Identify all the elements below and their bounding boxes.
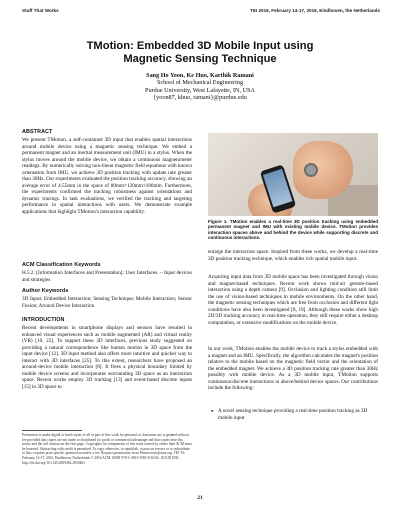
title-line-2: Magnetic Sensing Technique	[123, 53, 277, 65]
author-names: Sang Ho Yoon, Ke Huo, Karthik Ramani	[146, 72, 254, 79]
figure-caption-label: Figure 1.	[208, 219, 228, 224]
right-paragraph-1: enlarge the interaction space. Inspired from these works, we develop a real-time 3D position tracking technique, which enables rich spatial mobile input.	[208, 249, 378, 262]
author-affiliation-1: School of Mechanical Engineering	[156, 79, 244, 87]
acm-heading: ACM Classification Keywords	[22, 262, 101, 268]
figure-1-caption	[208, 219, 378, 241]
figure-hand-with-stylus	[293, 141, 353, 199]
author-email: {yoon87, khuo, ramani}@purdue.edu	[153, 94, 247, 102]
keywords-text: 3D Input; Embedded Interaction; Sensing Technique; Mobile Interaction; Sensor Fusion; Around Device Interaction	[22, 296, 192, 309]
abstract-heading: ABSTRACT	[22, 129, 53, 135]
right-paragraph-2: Acquiring input data from 3D mobile space has been investigated through vision and magnet-based techniques. Recent work shows mid-air gesture-based interaction using a depth camera [9]. Occlusion and lighting condition still limit the use of vision-based techniques in mobile environments. On the other hand, the magnetic sensing techniques which are free from occlusion and different light conditions have also been investigated [8, 19]. Although these works show high 2D/3D tracking accuracy in real-time operation, they still require either a desktop computation, or extensive modifications on the mobile device.	[208, 274, 378, 326]
copyright-footnote	[22, 430, 192, 465]
contribution-bullet-1: ● A novel sensing technique providing a real-time position tracking as 3D mobile input	[218, 408, 376, 421]
author-block	[20, 72, 380, 102]
intro-text: Recent developments in smartphone displays and sensors have resulted in enhanced visual experiences such as mobile augmented (AR) and virtual reality (VR) [10, 22]. To support these 3D interfaces, previous study suggested on providing a natural correspondence like human motion in 3D space from the input device [12]. 3D input method also offers more intuitive and quicker way to interact with 3D interfaces [25]. To this extent, researchers have proposed an around-device mobile interaction [8]. It frees a physical boundary limited by mobile device screens and incorporates surrounding 3D space as an interaction space. Recent works employ 3D tracking [13] and event-based discrete inputs [15] in 3D space to	[22, 325, 192, 390]
right-paragraph-3: In our work, TMotion enables the mobile device to track a stylus embedded with a magnet and an IMU. Specifically, the algorithm calculates the magnet's position relative to the mobile based on the magnetic field vector and the orientation of the embedded magnet. We achieve a 3D position tracking rate greater than 30Hz possibly with mobile device. As a 3D mobile input, TMotion supports continuous/discrete interactions in above/behind device spaces. Our contributions include the following:	[208, 346, 378, 392]
footnote-rule	[22, 430, 82, 431]
author-affiliation-2: Purdue University, West Lafayette, IN, USA	[145, 86, 255, 94]
keywords-heading: Author Keywords	[22, 288, 69, 294]
running-header-left: Stuff That Works	[22, 8, 59, 13]
figure-caption-text: TMotion enables a real-time 3D position tracking using embedded permanent magnet and IMU with existing mobile device. TMotion provides interaction spaces above and behind the device while supporting discrete and continuous interactions.	[208, 219, 378, 241]
footnote-text: Permission to make digital or hard copies of all or part of this work for personal or classroom use is granted without fee provided that copies are not made or distributed for profit or commercial advantage and that copies bear this notice and the full citation on the first page. Copyrights for components of this work owned by others than ACM must be honored. Abstracting with credit is permitted. To copy otherwise, or republish, to post on servers or to redistribute to lists, requires prior specific permission and/or a fee. Request permissions from Permissions@acm.org. TEI '16, February 14-17, 2016, Eindhoven, Netherlands © 2016 ACM. ISBN 978-1-4503-3582-9/16/02...$15.00 DOI: http://dx.doi.org/10.1145/2839462.2839463	[22, 433, 192, 465]
running-header-right: TEI 2016, February 14-17, 2016, Eindhoven, the Netherlands	[250, 8, 380, 13]
page-number: 21	[197, 495, 203, 501]
intro-heading: INTRODUCTION	[22, 317, 65, 323]
title-line-1: TMotion: Embedded 3D Mobile Input using	[86, 40, 314, 52]
paper-title	[20, 40, 380, 66]
abstract-text: We present TMotion, a self-contained 3D input that enables spatial interactions around mobile device using a magnetic sensing technique. We embed a permanent magnet and an inertial measurement unit (IMU) in a stylus. When the stylus moves around the mobile device, we obtain a continuous magnetometer readings. By numerically solving non-linear magnetic field equations with known orientation from IMU, we achieve 3D position tracking with update rate greater than 30Hz. Our experiments evaluated the position tracking accuracy, showing an average error of 4.55mm in the space of 80mm×120mm×100mm. Furthermore, the experiments confirmed the tracking robustness against orientations and dynamic tracings. In task evaluations, we verified the tracking and targeting performance in spatial interactions with users. We demonstrate example applications that highlight TMotion's interaction capability.	[22, 137, 192, 216]
figure-1-image	[208, 133, 378, 216]
figure-magnet-ring	[304, 163, 318, 177]
acm-text: H.5.2. [Information Interfaces and Presentation]: User Interfaces. – Input devices and strategies	[22, 270, 192, 283]
